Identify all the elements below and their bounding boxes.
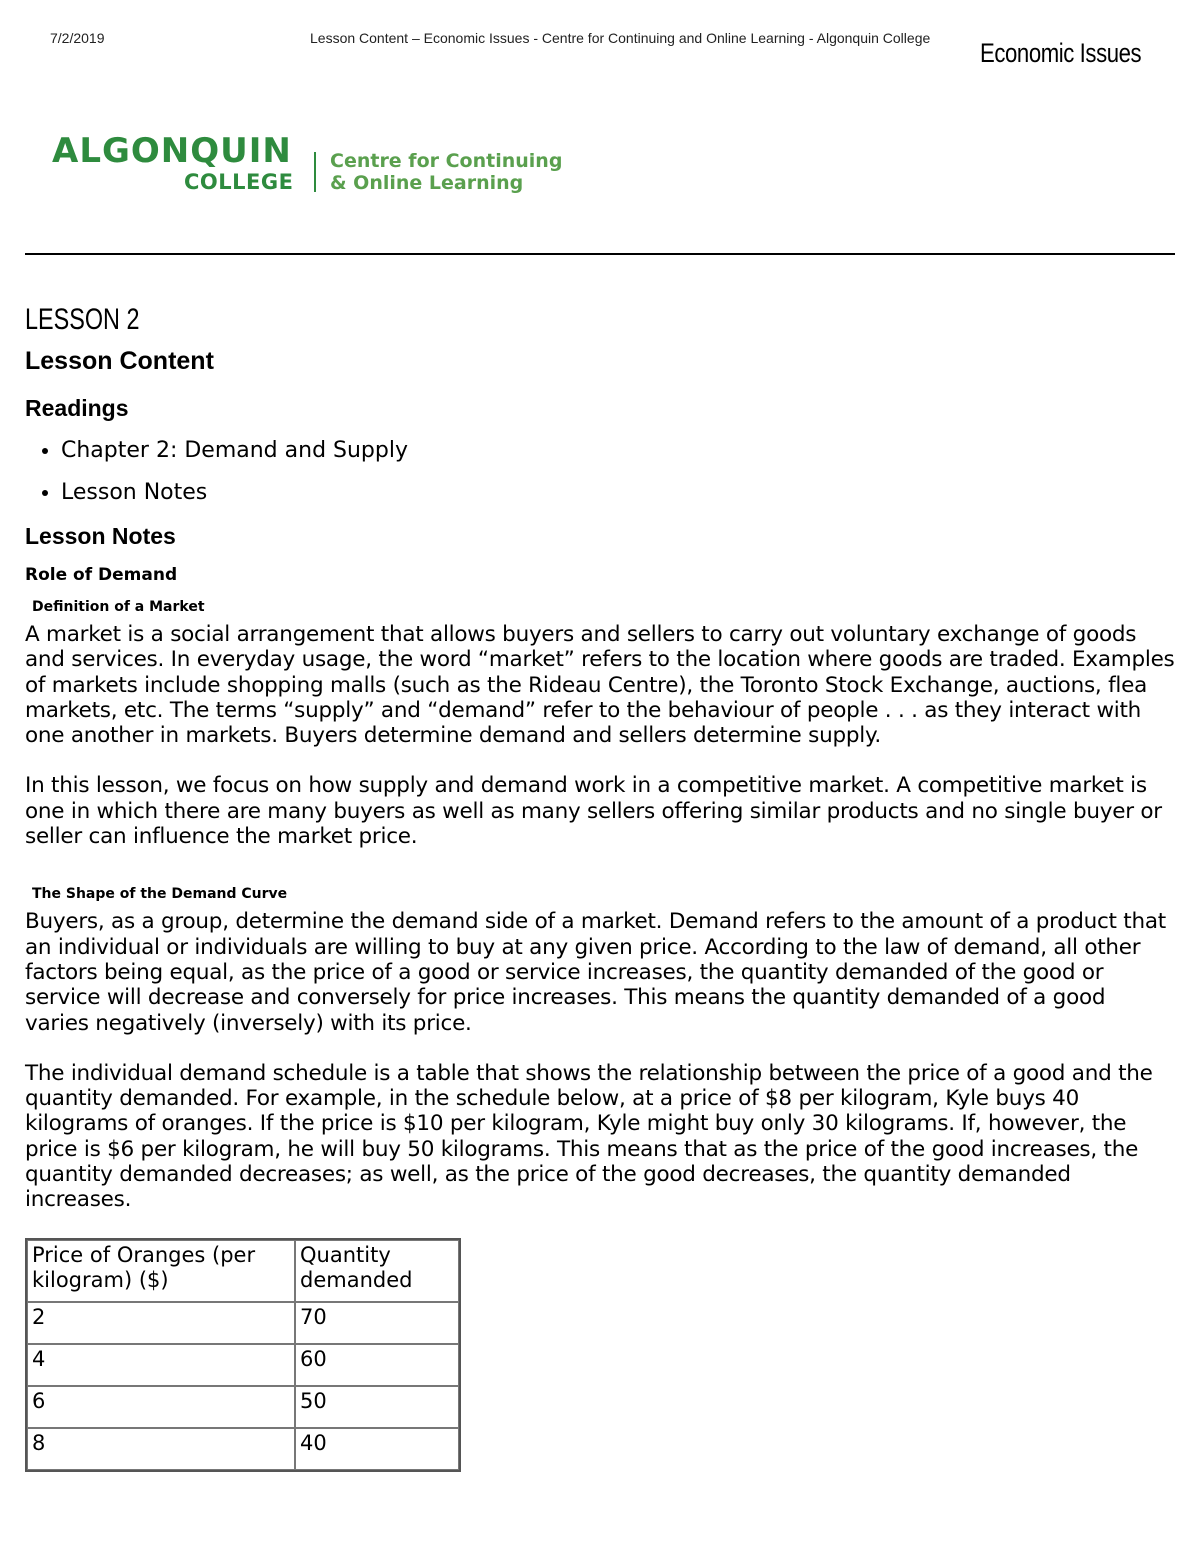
print-date: 7/2/2019 <box>50 30 105 46</box>
table-cell-price: 8 <box>27 1428 295 1470</box>
definition-heading: Definition of a Market <box>32 599 205 615</box>
reading-item-chapter-2[interactable]: • Chapter 2: Demand and Supply <box>61 438 1175 464</box>
table-cell-price: 6 <box>27 1386 295 1428</box>
role-of-demand-heading: Role of Demand <box>25 565 178 585</box>
table-cell-quantity: 40 <box>295 1428 459 1470</box>
header-divider <box>25 253 1175 255</box>
course-name: Economic Issues <box>980 38 1142 68</box>
table-row <box>27 1344 459 1386</box>
print-page-title: Lesson Content – Economic Issues - Centre for Continuing and Online Learning - Algonquin College <box>310 30 931 46</box>
lesson-content <box>25 300 1175 1472</box>
table-cell-quantity: 70 <box>295 1302 459 1344</box>
reading-item-lesson-notes[interactable]: • Lesson Notes <box>61 480 1175 506</box>
logo-subword: COLLEGE <box>184 170 294 194</box>
column-header-quantity: Quantity demanded <box>295 1240 459 1302</box>
table-cell-quantity: 60 <box>295 1344 459 1386</box>
demand-schedule-table <box>25 1238 461 1472</box>
readings-list <box>25 438 1175 506</box>
logo-tagline-line-2: & Online Learning <box>330 172 524 194</box>
table-cell-quantity: 50 <box>295 1386 459 1428</box>
lesson-label: LESSON 2 <box>25 303 140 336</box>
algonquin-college-logo <box>52 132 592 202</box>
table-row <box>27 1428 459 1470</box>
table-cell-price: 4 <box>27 1344 295 1386</box>
table-row <box>27 1386 459 1428</box>
logo-wordmark: ALGONQUIN <box>52 131 292 171</box>
logo-tagline-line-1: Centre for Continuing <box>330 150 563 172</box>
table-row <box>27 1302 459 1344</box>
page-title: Lesson Content <box>25 347 214 375</box>
table-header-row <box>27 1240 459 1302</box>
paragraph-demand: Buyers, as a group, determine the demand side of a market. Demand refers to the amount of a product that an individual or individuals are willing to buy at any given price. According to the law of demand, all other factors being equal, as the price of a good or service increases, the quantity demanded of the good or service will decrease and conversely for price increases. This means the quantity demanded of a good varies negatively (inversely) with its price. <box>25 909 1166 1036</box>
table-cell-price: 2 <box>27 1302 295 1344</box>
paragraph-market-definition: A market is a social arrangement that allows buyers and sellers to carry out voluntary exchange of goods and services. In everyday usage, the word “market” refers to the location where goods are traded. Examples of markets include shopping malls (such as the Rideau Centre), the Toronto Stock Exchange, auctions, flea markets, etc. The terms “supply” and “demand” refer to the behaviour of people . . . as they interact with one another in markets. Buyers determine demand and sellers determine supply. <box>25 622 1175 749</box>
paragraph-competitive-market: In this lesson, we focus on how supply and demand work in a competitive market. A competitive market is one in which there are many buyers as well as many sellers offering similar products and no single buyer or seller can influence the market price. <box>25 773 1162 850</box>
column-header-price: Price of Oranges (per kilogram) ($) <box>27 1240 295 1302</box>
logo-divider <box>314 152 316 192</box>
readings-heading: Readings <box>25 395 129 421</box>
lesson-notes-heading: Lesson Notes <box>25 523 176 549</box>
demand-curve-heading: The Shape of the Demand Curve <box>32 886 288 903</box>
paragraph-demand-schedule: The individual demand schedule is a table that shows the relationship between the price of a good and the quantity demanded. For example, in the schedule below, at a price of $8 per kilogram, Kyle buys 40 kilograms of oranges. If the price is $10 per kilogram, Kyle might buy only 30 kilograms. If, however, the price is $6 per kilogram, he will buy 50 kilograms. This means that as the price of the good increases, the quantity demanded decreases; as well, as the price of the good decreases, the quantity demanded increases. <box>25 1060 1153 1213</box>
